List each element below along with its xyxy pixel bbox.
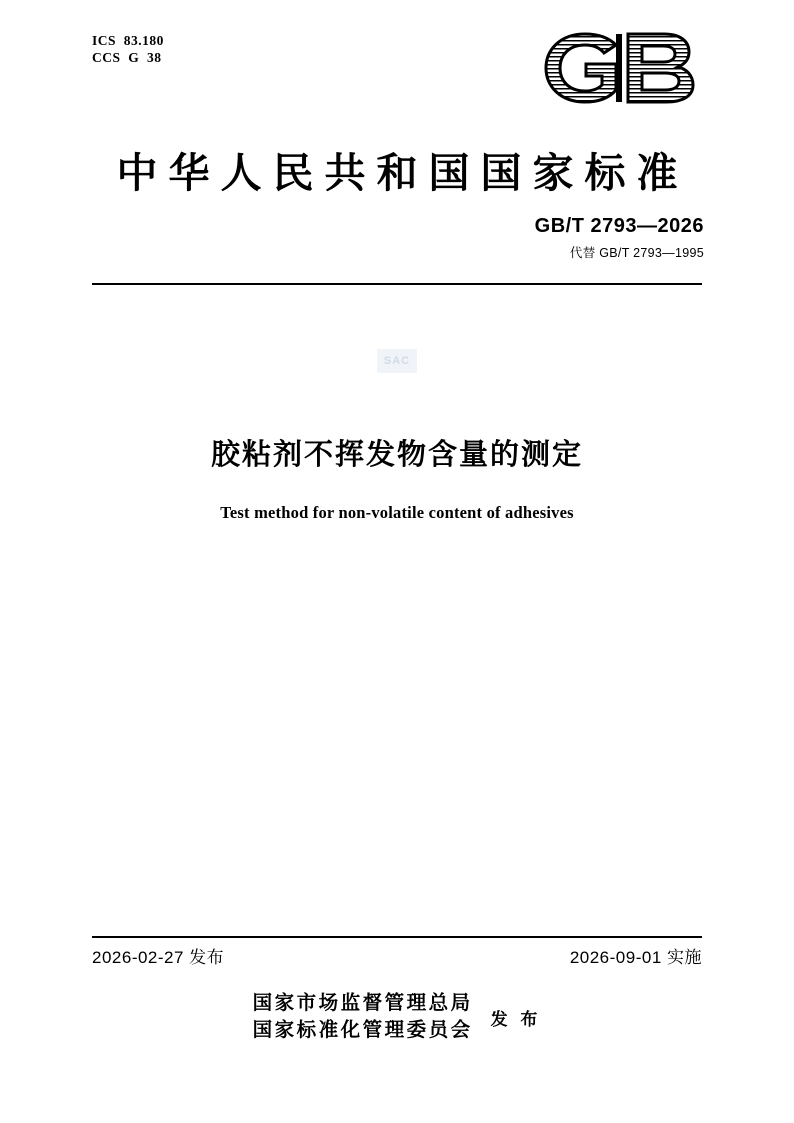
standard-replaces: 代替 GB/T 2793—1995 (569, 246, 704, 260)
publisher-line-1: 国家市场监督管理总局 (252, 992, 473, 1014)
standard-number: GB/T 2793—2026 (534, 215, 704, 237)
gb-logo-icon (538, 28, 706, 108)
ccs-code: CCS G 38 (92, 50, 162, 65)
divider-top (92, 283, 702, 285)
publisher-inner (253, 990, 542, 1044)
ics-ccs-block (92, 32, 164, 66)
publisher-names (253, 990, 473, 1044)
issue-date: 2026-02-27 发布 (92, 948, 225, 967)
document-title-english: Test method for non-volatile content of adhesives (220, 503, 574, 522)
publisher-block (0, 990, 794, 1044)
page-title: 中华人民共和国国家标准 (116, 150, 689, 196)
sac-emblem-icon: SAC (377, 349, 417, 373)
document-title-chinese: 胶粘剂不挥发物含量的测定 (210, 439, 583, 471)
implementation-date: 2026-09-01 实施 (569, 948, 702, 967)
publisher-line-2: 国家标准化管理委员会 (252, 1019, 473, 1041)
ics-code: ICS 83.180 (92, 33, 164, 48)
divider-bottom (92, 936, 702, 938)
publisher-verb: 发 布 (490, 1009, 542, 1029)
